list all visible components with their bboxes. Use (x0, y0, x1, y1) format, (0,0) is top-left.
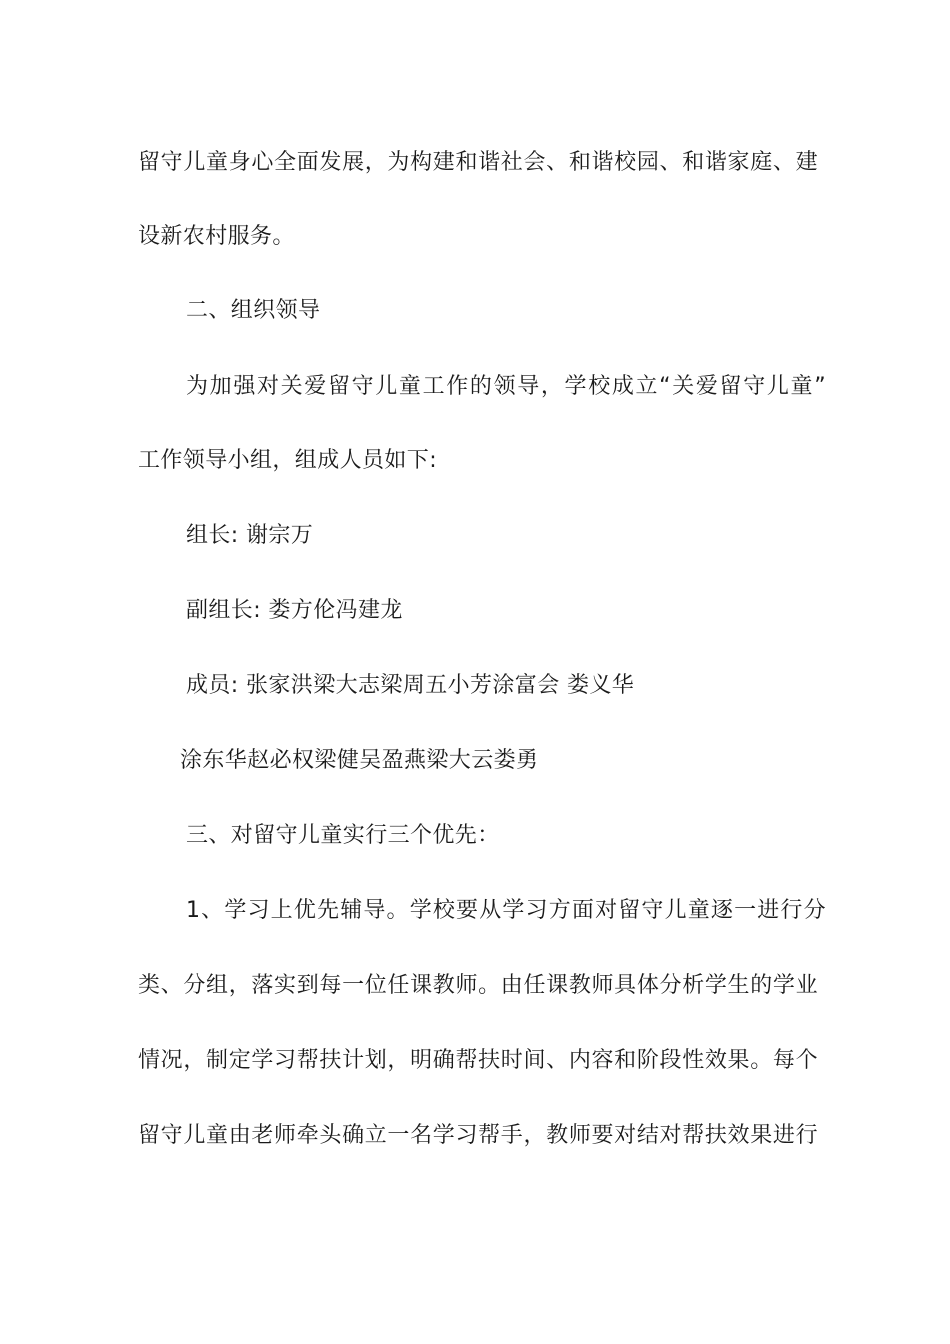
deputy-leader-line: 副组长: 娄方伦冯建龙 (186, 598, 403, 623)
paragraph-line-8: 留守儿童由老师牵头确立一名学习帮手，教师要对结对帮扶效果进行 (138, 1123, 818, 1148)
members-line-1: 成员: 张家洪梁大志梁周五小芳涂富会 娄义华 (186, 673, 635, 698)
paragraph-line-2: 设新农村服务。 (138, 224, 295, 249)
group-leader-line: 组长: 谢宗万 (186, 523, 314, 548)
paragraph-line-6: 类、分组，落实到每一位任课教师。由任课教师具体分析学生的学业 (138, 973, 818, 998)
paragraph-line-7: 情况，制定学习帮扶计划，明确帮扶时间、内容和阶段性效果。每个 (138, 1048, 818, 1073)
paragraph-line-1: 留守儿童身心全面发展，为构建和谐社会、和谐校园、和谐家庭、建 (138, 150, 818, 175)
paragraph-line-5: 1、学习上优先辅导。学校要从学习方面对留守儿童逐一进行分 (186, 898, 826, 923)
members-line-2: 涂东华赵必权梁健吴盈燕梁大云娄勇 (180, 748, 539, 773)
section-heading-organization: 二、组织领导 (186, 298, 321, 323)
section-heading-priorities: 三、对留守儿童实行三个优先： (186, 823, 500, 848)
paragraph-line-3: 为加强对关爱留守儿童工作的领导，学校成立“关爱留守儿童” (186, 374, 826, 399)
paragraph-line-4: 工作领导小组，组成人员如下: (138, 448, 438, 473)
